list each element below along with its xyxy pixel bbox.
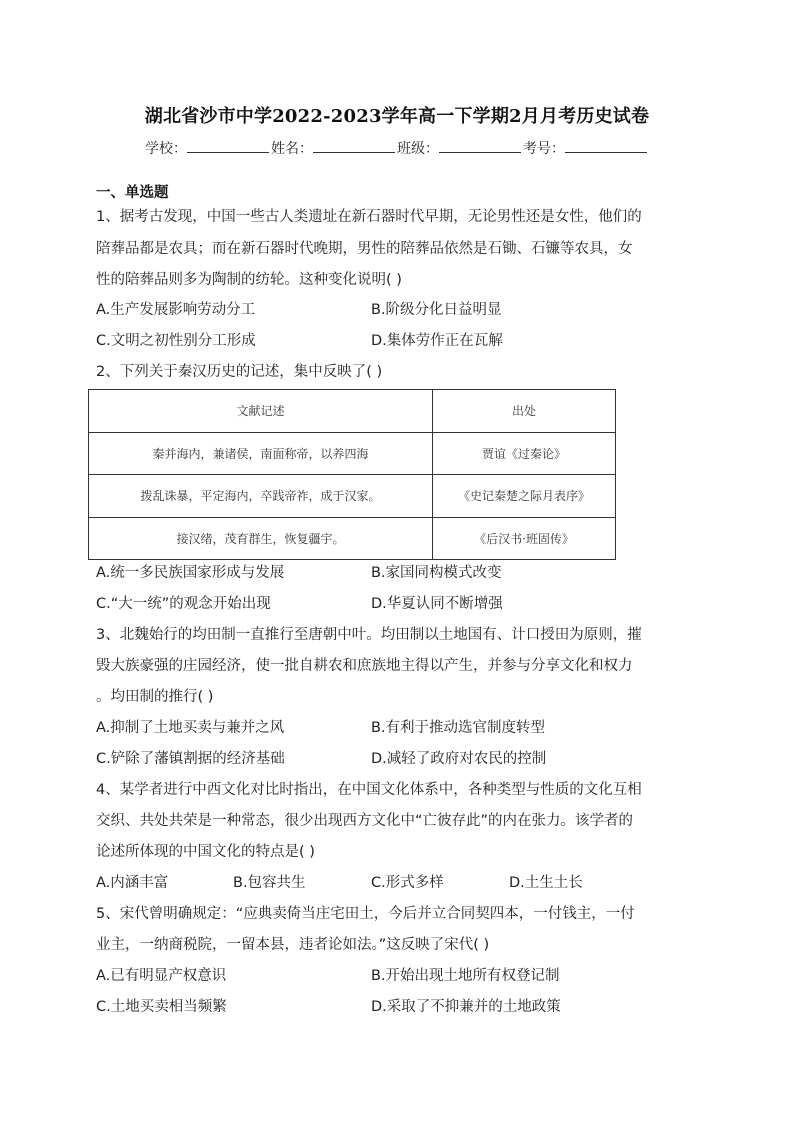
section-heading: 一、单选题 [96, 185, 169, 201]
q5-line: 业主，一纳商税院，一留本县，违者论如法。”这反映了宋代( ) [96, 937, 490, 953]
q4-option-d[interactable]: D.土生土长 [509, 875, 583, 891]
q3-line: 。均田制的推行( ) [96, 689, 214, 705]
name-blank[interactable] [313, 140, 395, 153]
q3-option-c[interactable]: C.铲除了藩镇割据的经济基础 [96, 751, 285, 767]
table-row [89, 517, 616, 560]
q3-option-d[interactable]: D.减轻了政府对农民的控制 [371, 751, 547, 767]
q5-option-b[interactable]: B.开始出现土地所有权登记制 [371, 968, 560, 984]
q2-option-a[interactable]: A.统一多民族国家形成与发展 [96, 565, 285, 581]
q3-line: 毁大族豪强的庄园经济，使一批自耕农和庶族地主得以产生，并参与分享文化和权力 [96, 658, 633, 674]
table-cell: 《史记秦楚之际月表序》 [433, 475, 616, 518]
q4-line: 交织、共处共荣是一种常态，很少出现西方文化中“亡彼存此”的内在张力。该学者的 [96, 813, 634, 829]
q4-option-a[interactable]: A.内涵丰富 [96, 875, 169, 891]
q5-option-c[interactable]: C.土地买卖相当频繁 [96, 999, 227, 1015]
table-row [89, 475, 616, 518]
table-row [89, 432, 616, 475]
q5-line: 5、宋代曾明确规定：“应典卖倚当庄宅田土，今后并立合同契四本，一付钱主，一付 [96, 906, 635, 922]
q1-option-c[interactable]: C.文明之初性别分工形成 [96, 333, 256, 349]
school-label: 学校： [145, 141, 187, 157]
q4-line: 4、某学者进行中西文化对比时指出，在中国文化体系中，各种类型与性质的文化互相 [96, 782, 642, 798]
student-info-line [0, 138, 794, 158]
q5-option-d[interactable]: D.采取了不抑兼并的土地政策 [371, 999, 561, 1015]
class-label: 班级： [397, 141, 439, 157]
q2-option-c[interactable]: C.“大一统”的观念开始出现 [96, 596, 271, 612]
exam-title: 湖北省沙市中学2022-2023学年高一下学期2月月考历史试卷 [144, 106, 650, 127]
school-blank[interactable] [187, 140, 269, 153]
q2-option-b[interactable]: B.家国同构模式改变 [371, 565, 502, 581]
q1-line: 性的陪葬品则多为陶制的纺轮。这种变化说明( ) [96, 272, 402, 288]
q3-option-b[interactable]: B.有利于推动选官制度转型 [371, 720, 546, 736]
table-header-cell: 出处 [433, 390, 616, 433]
q3-option-a[interactable]: A.抑制了土地买卖与兼并之风 [96, 720, 285, 736]
table-header-cell: 文献记述 [89, 390, 433, 433]
table-cell: 《后汉书·班固传》 [433, 517, 616, 560]
table-cell: 接汉绪，茂育群生，恢复疆宇。 [89, 517, 433, 560]
q2-option-d[interactable]: D.华夏认同不断增强 [371, 596, 503, 612]
q2-line: 2、下列关于秦汉历史的记述，集中反映了( ) [96, 364, 383, 380]
q1-line: 陪葬品都是农具；而在新石器时代晚期，男性的陪葬品依然是石锄、石镰等农具，女 [96, 241, 633, 257]
q1-line: 1、据考古发现，中国一些古人类遗址在新石器时代早期，无论男性还是女性，他们的 [96, 209, 642, 225]
q3-line: 3、北魏始行的均田制一直推行至唐朝中叶。均田制以土地国有、计口授田为原则，摧 [96, 627, 642, 643]
q1-option-d[interactable]: D.集体劳作正在瓦解 [371, 333, 503, 349]
q1-option-a[interactable]: A.生产发展影响劳动分工 [96, 302, 256, 318]
q4-option-b[interactable]: B.包容共生 [233, 875, 306, 891]
q1-option-b[interactable]: B.阶级分化日益明显 [371, 302, 502, 318]
table-cell: 秦并海内，兼诸侯，南面称帝，以养四海 [89, 432, 433, 475]
table-header-row [89, 390, 616, 433]
q2-source-table [88, 389, 616, 560]
class-blank[interactable] [439, 140, 521, 153]
exam-number-blank[interactable] [565, 140, 647, 153]
q4-line: 论述所体现的中国文化的特点是( ) [96, 844, 315, 860]
q5-option-a[interactable]: A.已有明显产权意识 [96, 968, 227, 984]
q4-option-c[interactable]: C.形式多样 [371, 875, 444, 891]
table-cell: 贾谊《过秦论》 [433, 432, 616, 475]
name-label: 姓名： [271, 141, 313, 157]
table-cell: 拨乱诛暴，平定海内，卒践帝祚，成于汉家。 [89, 475, 433, 518]
exam-number-label: 考号： [523, 141, 565, 157]
